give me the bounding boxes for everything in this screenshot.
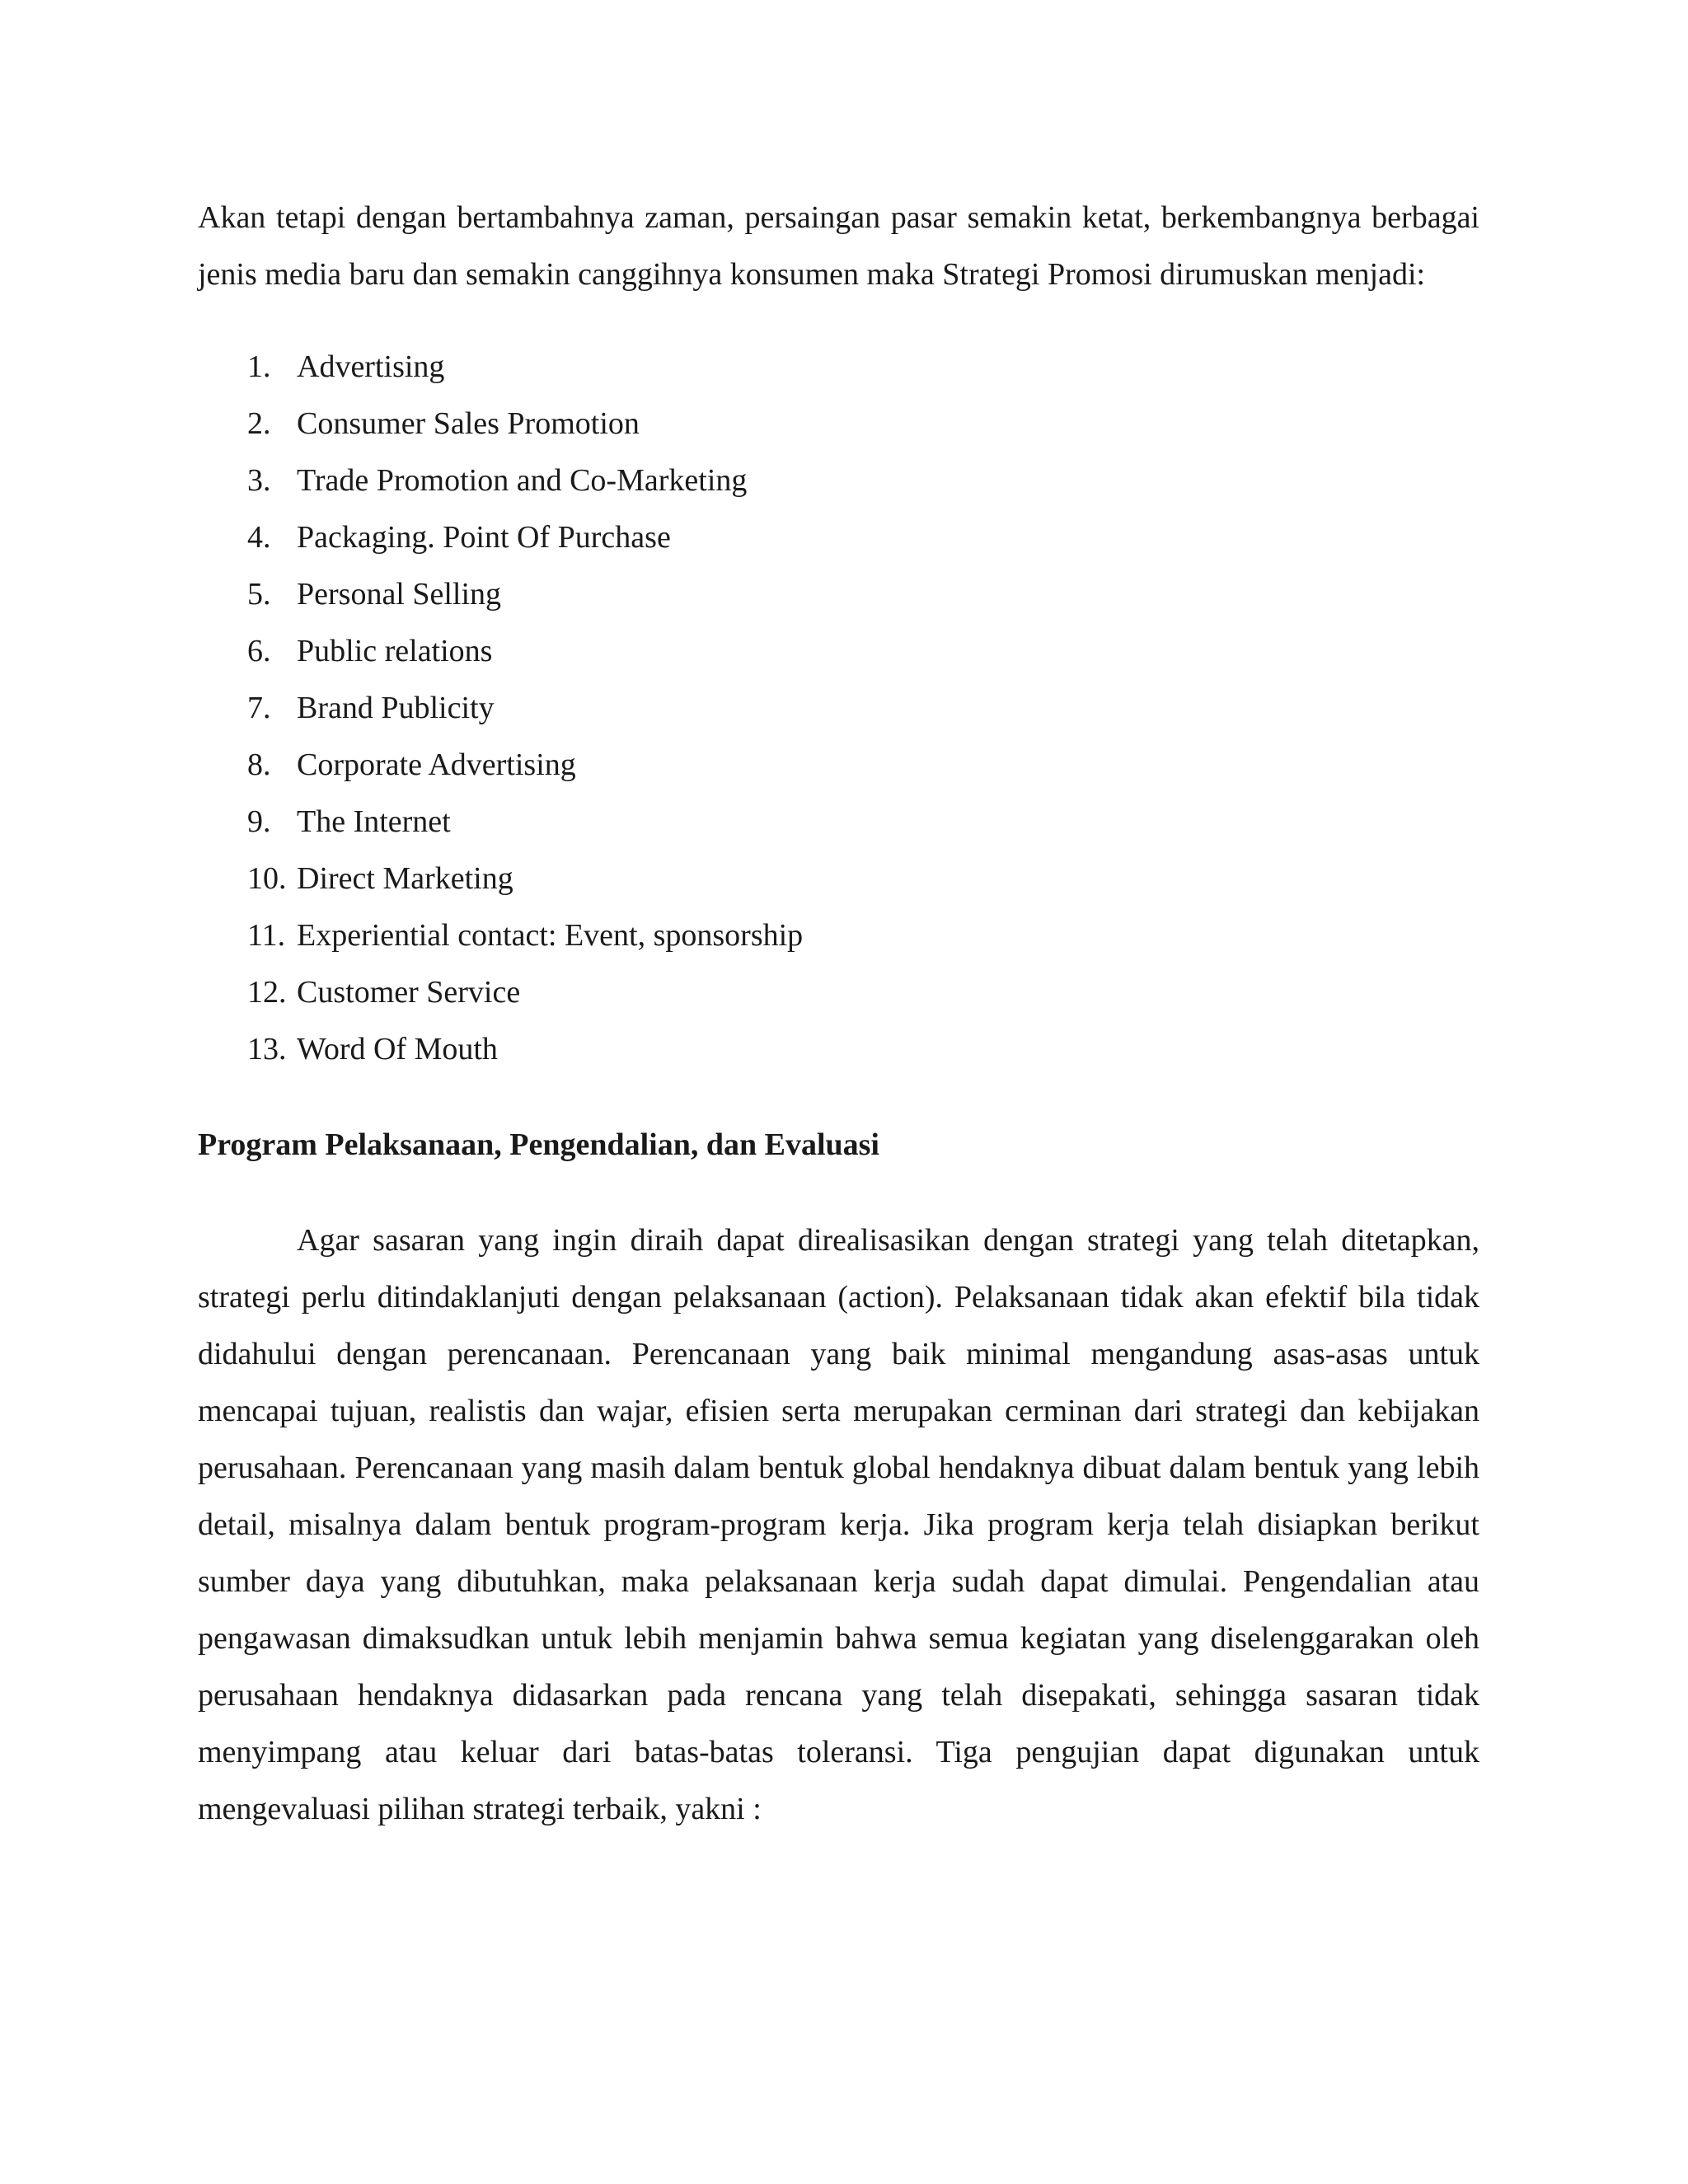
promotion-strategy-list	[198, 339, 1479, 1078]
list-item	[198, 566, 1479, 623]
list-item-label: Customer Service	[297, 975, 521, 1010]
list-item-number: 10.	[247, 861, 287, 896]
list-item-label: Word Of Mouth	[297, 1032, 498, 1066]
list-item	[198, 907, 1479, 964]
list-item-number: 1.	[247, 349, 271, 384]
list-item	[198, 339, 1479, 396]
list-item-number: 6.	[247, 634, 271, 668]
list-item	[198, 396, 1479, 452]
list-item-label: Corporate Advertising	[297, 748, 576, 782]
section-heading: Program Pelaksanaan, Pengendalian, dan Evaluasi	[198, 1127, 879, 1162]
list-item-label: Packaging. Point Of Purchase	[297, 520, 671, 555]
list-item-label: Advertising	[297, 349, 445, 384]
list-item	[198, 680, 1479, 737]
list-item-number: 2.	[247, 406, 271, 441]
list-item	[198, 964, 1479, 1021]
list-item-number: 8.	[247, 748, 271, 782]
list-item-label: Trade Promotion and Co-Marketing	[297, 463, 748, 498]
list-item-label: The Internet	[297, 804, 451, 839]
list-item	[198, 851, 1479, 907]
list-item-number: 9.	[247, 804, 271, 839]
list-item	[198, 452, 1479, 509]
list-item-label: Personal Selling	[297, 577, 502, 612]
list-item	[198, 509, 1479, 566]
list-item-label: Brand Publicity	[297, 691, 495, 725]
list-item-label: Public relations	[297, 634, 493, 668]
list-item	[198, 623, 1479, 680]
page-content	[198, 190, 1479, 1838]
list-item-label: Consumer Sales Promotion	[297, 406, 640, 441]
list-item-number: 3.	[247, 463, 271, 498]
list-item-label: Direct Marketing	[297, 861, 513, 896]
list-item-number: 5.	[247, 577, 271, 612]
list-item	[198, 1021, 1479, 1078]
list-item	[198, 737, 1479, 794]
list-item-number: 13.	[247, 1032, 287, 1066]
list-item-label: Experiential contact: Event, sponsorship	[297, 918, 804, 953]
list-item-number: 11.	[247, 918, 286, 953]
body-paragraph: Agar sasaran yang ingin diraih dapat direalisasikan dengan strategi yang telah ditetapkan, strategi perlu ditindaklanjuti dengan pelaksanaan (action). Pelaksanaan tidak akan efektif bila tidak didahului dengan perencanaan. Perencanaan yang baik minimal mengandung asas-asas untuk mencapai tujuan, realistis dan wajar, efisien serta merupakan cerminan dari strategi dan kebijakan perusahaan. Perencanaan yang masih dalam bentuk global hendaknya dibuat dalam bentuk yang lebih detail, misalnya dalam bentuk program-program kerja. Jika program kerja telah disiapkan berikut sumber daya yang dibutuhkan, maka pelaksanaan kerja sudah dapat dimulai. Pengendalian atau pengawasan dimaksudkan untuk lebih menjamin bahwa semua kegiatan yang diselenggarakan oleh perusahaan hendaknya didasarkan pada rencana yang telah disepakati, sehingga sasaran tidak menyimpang atau keluar dari batas-batas toleransi. Tiga pengujian dapat digunakan untuk mengevaluasi pilihan strategi terbaik, yakni :	[198, 1223, 1479, 1826]
list-item-number: 7.	[247, 691, 271, 725]
intro-paragraph: Akan tetapi dengan bertambahnya zaman, persaingan pasar semakin ketat, berkembangnya berbagai jenis media baru dan semakin canggihnya konsumen maka Strategi Promosi dirumuskan menjadi:	[198, 200, 1479, 292]
list-item-number: 12.	[247, 975, 287, 1010]
list-item-number: 4.	[247, 520, 271, 555]
list-item	[198, 794, 1479, 851]
